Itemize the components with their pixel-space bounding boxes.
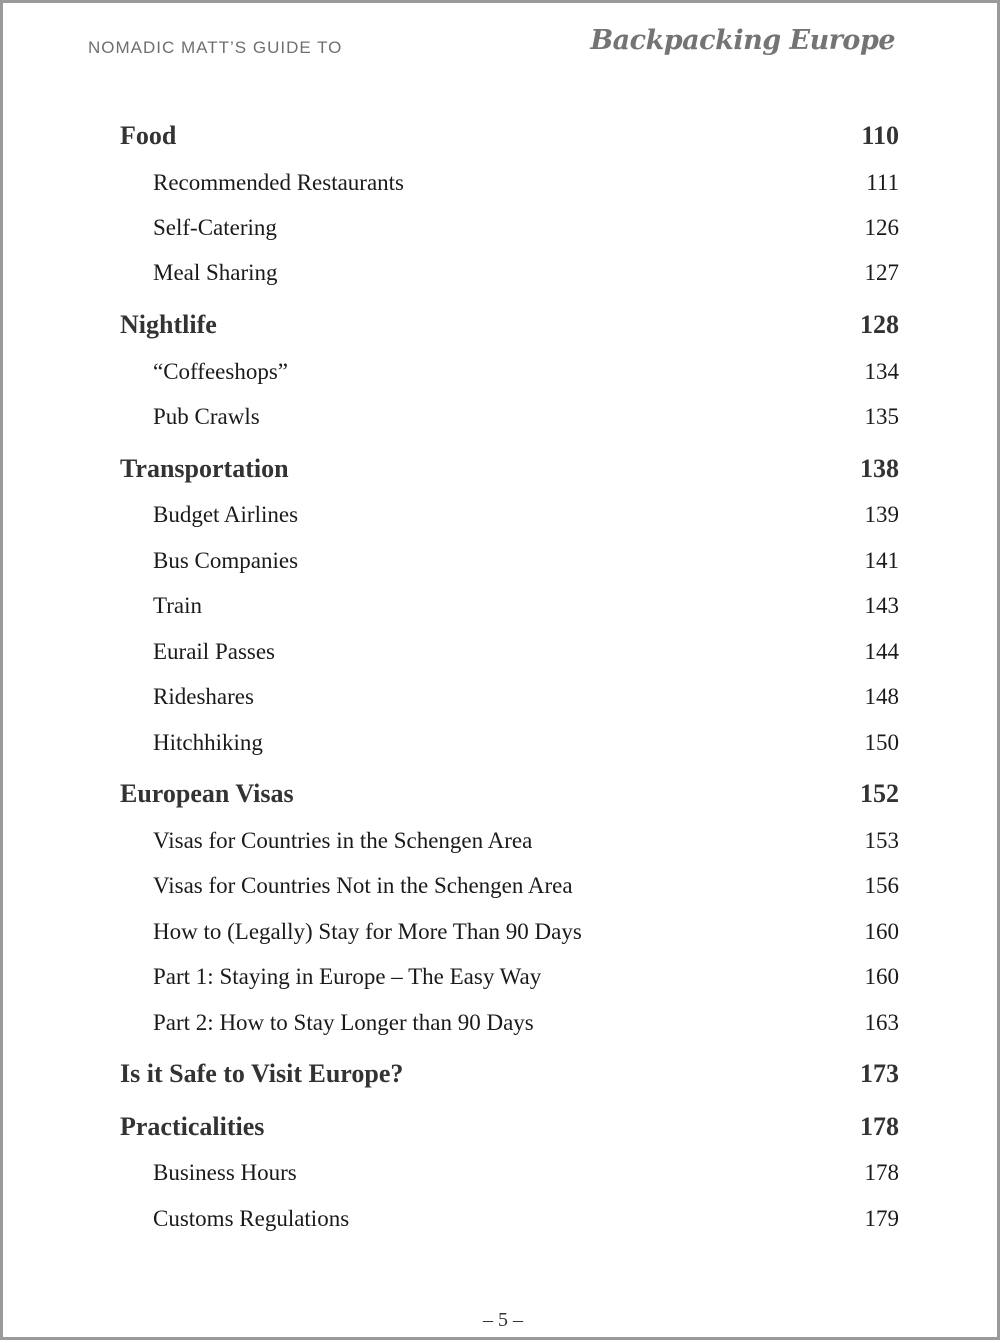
running-header-title: Backpacking Europe [590, 25, 895, 56]
running-header-series: NOMADIC MATT’S GUIDE TO [88, 38, 343, 57]
toc-entry-title: Is it Safe to Visit Europe? [120, 1059, 404, 1088]
toc-entry-page-number: 134 [864, 359, 899, 384]
toc-entry-title: Recommended Restaurants [153, 170, 405, 195]
toc-entry-page-number: 138 [860, 454, 899, 483]
toc-entry-page-number: 141 [864, 548, 899, 573]
toc-entry-title: Eurail Passes [153, 639, 276, 664]
toc-entry-title: Part 2: How to Stay Longer than 90 Days [153, 1010, 534, 1035]
toc-entry-title: Hitchhiking [153, 730, 263, 755]
toc-entry-title: Practicalities [120, 1112, 265, 1141]
toc-entry-title: How to (Legally) Stay for More Than 90 Days [153, 919, 582, 944]
toc-entry-page-number: 128 [860, 310, 899, 339]
toc-entry-page-number: 179 [864, 1206, 899, 1231]
toc-entry-title: Visas for Countries Not in the Schengen Area [153, 873, 573, 898]
toc-entry-page-number: 152 [860, 779, 899, 808]
toc-entry-page-number: 144 [864, 639, 899, 664]
toc-entry-page-number: 156 [864, 873, 899, 898]
toc-entry-title: Budget Airlines [153, 502, 299, 527]
toc-entry-page-number: 143 [864, 593, 899, 618]
toc-entry-title: Food [120, 121, 177, 150]
toc-entry-title: Part 1: Staying in Europe – The Easy Way [153, 964, 542, 989]
toc-entry-page-number: 178 [860, 1112, 899, 1141]
toc-entry-page-number: 163 [864, 1010, 899, 1035]
toc-entry-title: Nightlife [120, 310, 217, 339]
toc-entry-page-number: 110 [861, 121, 899, 150]
toc-entry-title: European Visas [120, 779, 294, 808]
toc-entry-page-number: 135 [864, 404, 899, 429]
toc-entry-page-number: 139 [864, 502, 899, 527]
page-number: – 5 – [483, 1309, 523, 1331]
toc-entry-title: Customs Regulations [153, 1206, 350, 1231]
toc-entry-title: Train [153, 593, 202, 618]
toc-entry-page-number: 160 [864, 919, 899, 944]
toc-entry-title: Visas for Countries in the Schengen Area [153, 828, 533, 853]
toc-entry-page-number: 148 [864, 684, 899, 709]
toc-entry-title: Rideshares [153, 684, 254, 709]
toc-entry-page-number: 160 [864, 964, 899, 989]
toc-entry-title: Pub Crawls [153, 404, 260, 429]
toc-entry-page-number: 126 [864, 215, 899, 240]
toc-entry-title: Business Hours [153, 1160, 297, 1185]
toc-entry-page-number: 178 [864, 1160, 899, 1185]
toc-entry-title: Transportation [120, 454, 289, 483]
toc-entry-page-number: 127 [864, 260, 899, 285]
toc-entry-title: Bus Companies [153, 548, 299, 573]
toc-entry-title: “Coffeeshops” [153, 359, 288, 384]
table-of-contents [3, 3, 1000, 1343]
toc-entry-page-number: 153 [864, 828, 899, 853]
toc-entry-title: Self-Catering [153, 215, 277, 240]
toc-entry-page-number: 111 [866, 170, 899, 195]
toc-entry-page-number: 173 [860, 1059, 899, 1088]
toc-entry-title: Meal Sharing [153, 260, 278, 285]
toc-entry-page-number: 150 [864, 730, 899, 755]
